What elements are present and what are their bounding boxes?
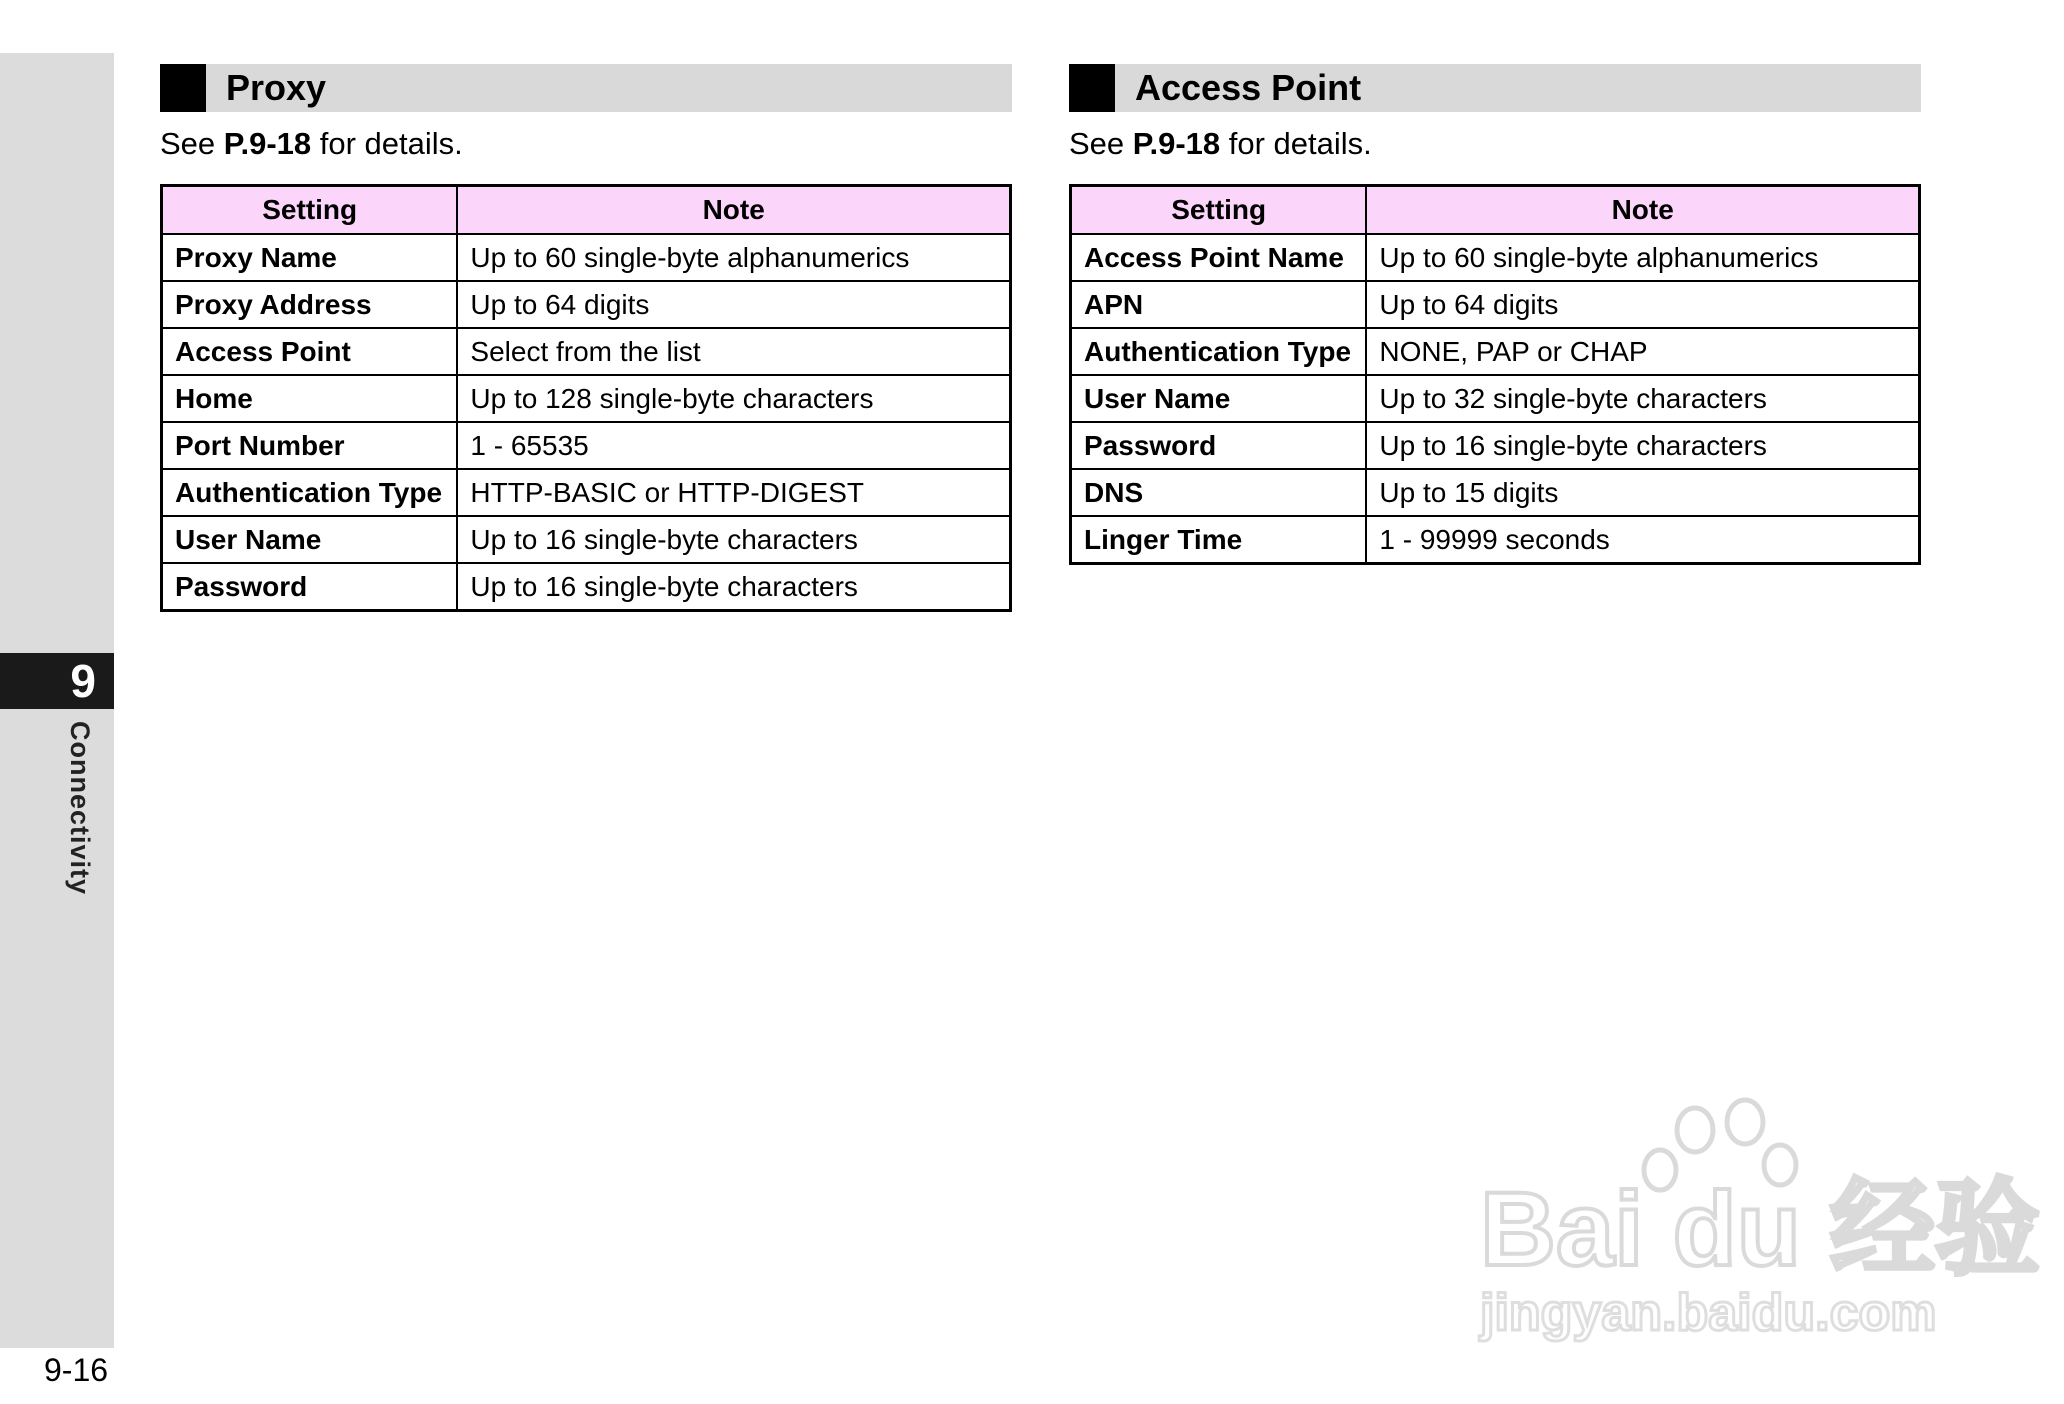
- table-row: [1071, 469, 1920, 516]
- access-point-section: [1069, 64, 1921, 565]
- see-prefix: See: [1069, 126, 1133, 161]
- see-suffix: for details.: [1220, 126, 1372, 161]
- see-reference-line: [1069, 124, 1921, 164]
- table-row: [162, 234, 1011, 281]
- page-number: 9-16: [44, 1352, 109, 1388]
- see-reference-line: [160, 124, 1012, 164]
- setting-cell: User Name: [162, 516, 458, 563]
- see-suffix: for details.: [311, 126, 463, 161]
- setting-cell: Proxy Address: [162, 281, 458, 328]
- setting-cell: Access Point Name: [1071, 234, 1367, 281]
- table-header-row: [162, 186, 1011, 235]
- note-cell: Up to 16 single-byte characters: [457, 516, 1010, 563]
- table-header-row: [1071, 186, 1920, 235]
- table-row: [162, 516, 1011, 563]
- note-cell: 1 - 65535: [457, 422, 1010, 469]
- proxy-section-header: [160, 64, 1012, 112]
- note-cell: Up to 64 digits: [457, 281, 1010, 328]
- table-row: [162, 469, 1011, 516]
- note-cell: Up to 60 single-byte alphanumerics: [1366, 234, 1919, 281]
- note-cell: Up to 32 single-byte characters: [1366, 375, 1919, 422]
- setting-cell: Access Point: [162, 328, 458, 375]
- note-cell: Up to 128 single-byte characters: [457, 375, 1010, 422]
- see-prefix: See: [160, 126, 224, 161]
- column-header-setting: Setting: [162, 186, 458, 235]
- setting-cell: DNS: [1071, 469, 1367, 516]
- page-reference: P.9-18: [223, 126, 312, 161]
- proxy-settings-table: [160, 184, 1012, 612]
- table-row: [1071, 234, 1920, 281]
- header-marker-block: [160, 64, 206, 112]
- note-cell: Up to 60 single-byte alphanumerics: [457, 234, 1010, 281]
- setting-cell: Authentication Type: [1071, 328, 1367, 375]
- setting-cell: Password: [1071, 422, 1367, 469]
- note-cell: Up to 64 digits: [1366, 281, 1919, 328]
- chapter-label: Connectivity: [65, 721, 95, 896]
- proxy-section: [160, 64, 1012, 612]
- setting-cell: Port Number: [162, 422, 458, 469]
- table-row: [1071, 516, 1920, 564]
- table-row: [1071, 281, 1920, 328]
- table-row: [162, 563, 1011, 611]
- access-point-section-header: [1069, 64, 1921, 112]
- setting-cell: User Name: [1071, 375, 1367, 422]
- note-cell: HTTP-BASIC or HTTP-DIGEST: [457, 469, 1010, 516]
- access-point-settings-table: [1069, 184, 1921, 565]
- watermark-url-text: jingyan.baidu.com: [1480, 1284, 1937, 1342]
- setting-cell: APN: [1071, 281, 1367, 328]
- baidu-watermark-logo: [1470, 1090, 2041, 1342]
- table-row: [162, 328, 1011, 375]
- note-cell: Select from the list: [457, 328, 1010, 375]
- note-cell: Up to 16 single-byte characters: [1366, 422, 1919, 469]
- setting-cell: Proxy Name: [162, 234, 458, 281]
- table-row: [162, 375, 1011, 422]
- chapter-strip: [0, 53, 114, 1348]
- note-cell: NONE, PAP or CHAP: [1366, 328, 1919, 375]
- setting-cell: Password: [162, 563, 458, 611]
- column-header-note: Note: [1366, 186, 1919, 235]
- note-cell: Up to 16 single-byte characters: [457, 563, 1010, 611]
- table-row: [1071, 422, 1920, 469]
- table-row: [162, 281, 1011, 328]
- table-row: [1071, 328, 1920, 375]
- setting-cell: Authentication Type: [162, 469, 458, 516]
- chapter-number-tab: 9: [0, 653, 114, 709]
- note-cell: Up to 15 digits: [1366, 469, 1919, 516]
- column-header-note: Note: [457, 186, 1010, 235]
- section-title: Proxy: [226, 67, 327, 108]
- table-row: [1071, 375, 1920, 422]
- column-header-setting: Setting: [1071, 186, 1367, 235]
- setting-cell: Home: [162, 375, 458, 422]
- setting-cell: Linger Time: [1071, 516, 1367, 564]
- page-reference: P.9-18: [1132, 126, 1221, 161]
- table-row: [162, 422, 1011, 469]
- watermark-brand-text: Bai du 经验: [1480, 1171, 2041, 1288]
- section-title: Access Point: [1135, 67, 1362, 108]
- header-marker-block: [1069, 64, 1115, 112]
- note-cell: 1 - 99999 seconds: [1366, 516, 1919, 564]
